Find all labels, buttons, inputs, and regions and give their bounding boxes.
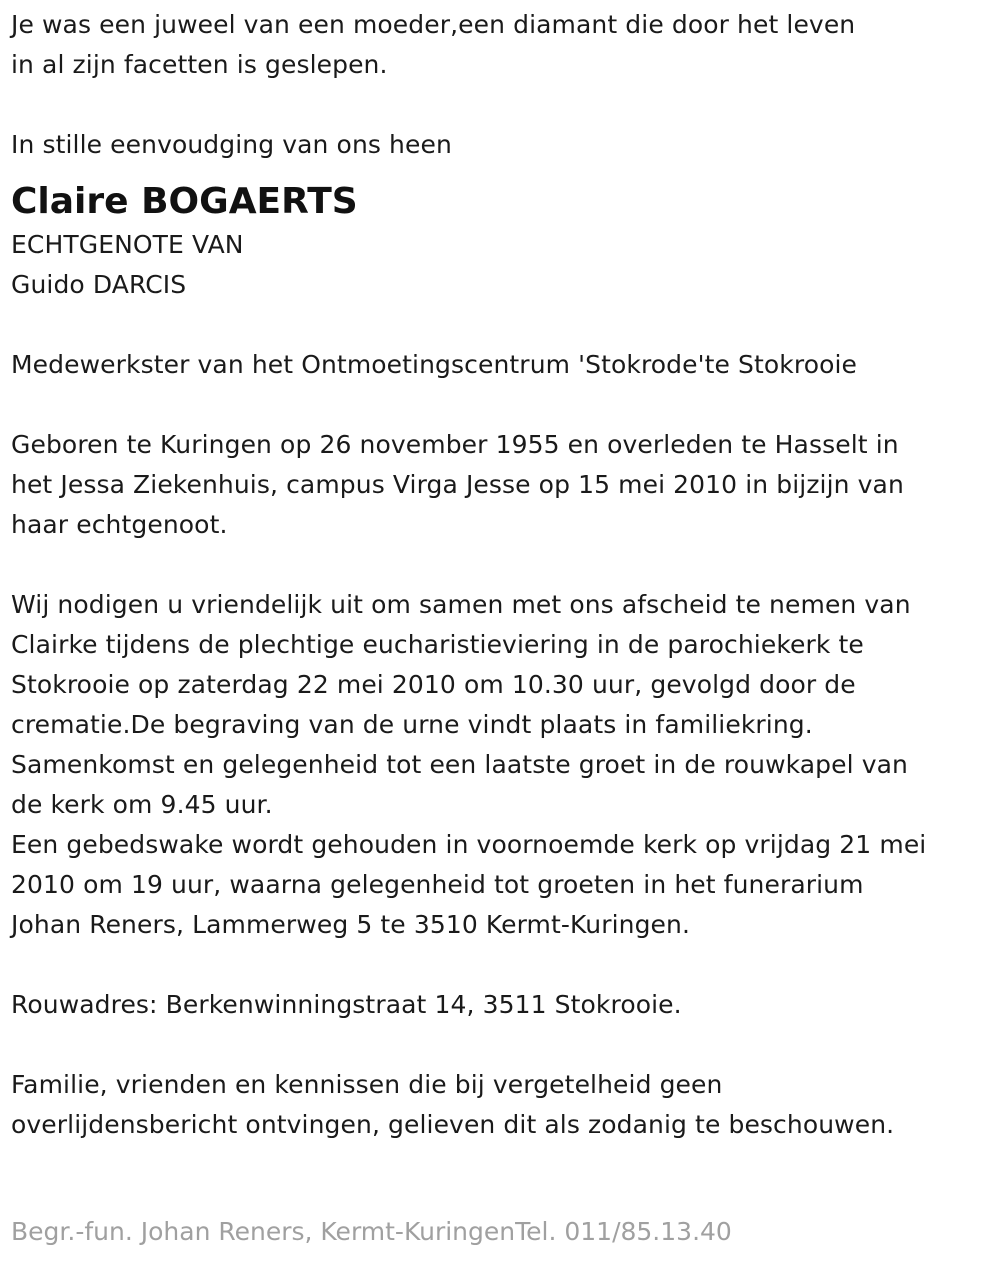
birth-death-line: Geboren te Kuringen op 26 november 1955 en overleden te Hasselt in xyxy=(11,430,899,459)
occupation-line: Medewerkster van het Ontmoetingscentrum 'Stokrode'te Stokrooie xyxy=(11,350,858,379)
spacer xyxy=(11,305,991,345)
ceremony-line: crematie.De begraving van de urne vindt plaats in familiekring. xyxy=(11,710,813,739)
birth-death-line: het Jessa Ziekenhuis, campus Virga Jesse op 15 mei 2010 in bijzijn van xyxy=(11,470,904,499)
funeral-home-footer: Begr.-fun. Johan Reners, Kermt-KuringenTel. 011/85.13.40 xyxy=(11,1217,732,1246)
intro-line-1: Je was een juweel van een moeder,een diamant die door het leven xyxy=(11,10,856,39)
ceremony-line: Wij nodigen u vriendelijk uit om samen met ons afscheid te nemen van xyxy=(11,590,911,619)
ceremony-line: Clairke tijdens de plechtige eucharistieviering in de parochiekerk te xyxy=(11,630,864,659)
spacer xyxy=(11,385,991,425)
ceremony-line: Een gebedswake wordt gehouden in voornoemde kerk op vrijdag 21 mei xyxy=(11,830,927,859)
relation-label: ECHTGENOTE VAN xyxy=(11,230,244,259)
intro-line-3: In stille eenvoudging van ons heen xyxy=(11,130,452,159)
notice-line: Familie, vrienden en kennissen die bij vergetelheid geen xyxy=(11,1070,723,1099)
ceremony-line: Johan Reners, Lammerweg 5 te 3510 Kermt-Kuringen. xyxy=(11,910,691,939)
ceremony-line: 2010 om 19 uur, waarna gelegenheid tot groeten in het funerarium xyxy=(11,870,864,899)
spacer xyxy=(11,1025,991,1065)
ceremony-line: Stokrooie op zaterdag 22 mei 2010 om 10.30 uur, gevolgd door de xyxy=(11,670,856,699)
obituary-text xyxy=(11,5,991,1145)
spacer xyxy=(11,85,991,125)
notice-line: overlijdensbericht ontvingen, gelieven dit als zodanig te beschouwen. xyxy=(11,1110,895,1139)
spacer xyxy=(11,545,991,585)
spouse-name: Guido DARCIS xyxy=(11,270,187,299)
birth-death-line: haar echtgenoot. xyxy=(11,510,228,539)
mourning-address: Rouwadres: Berkenwinningstraat 14, 3511 Stokrooie. xyxy=(11,990,682,1019)
spacer xyxy=(11,945,991,985)
deceased-name: Claire BOGAERTS xyxy=(11,181,358,222)
intro-line-2: in al zijn facetten is geslepen. xyxy=(11,50,388,79)
ceremony-line: de kerk om 9.45 uur. xyxy=(11,790,273,819)
ceremony-line: Samenkomst en gelegenheid tot een laatste groet in de rouwkapel van xyxy=(11,750,908,779)
